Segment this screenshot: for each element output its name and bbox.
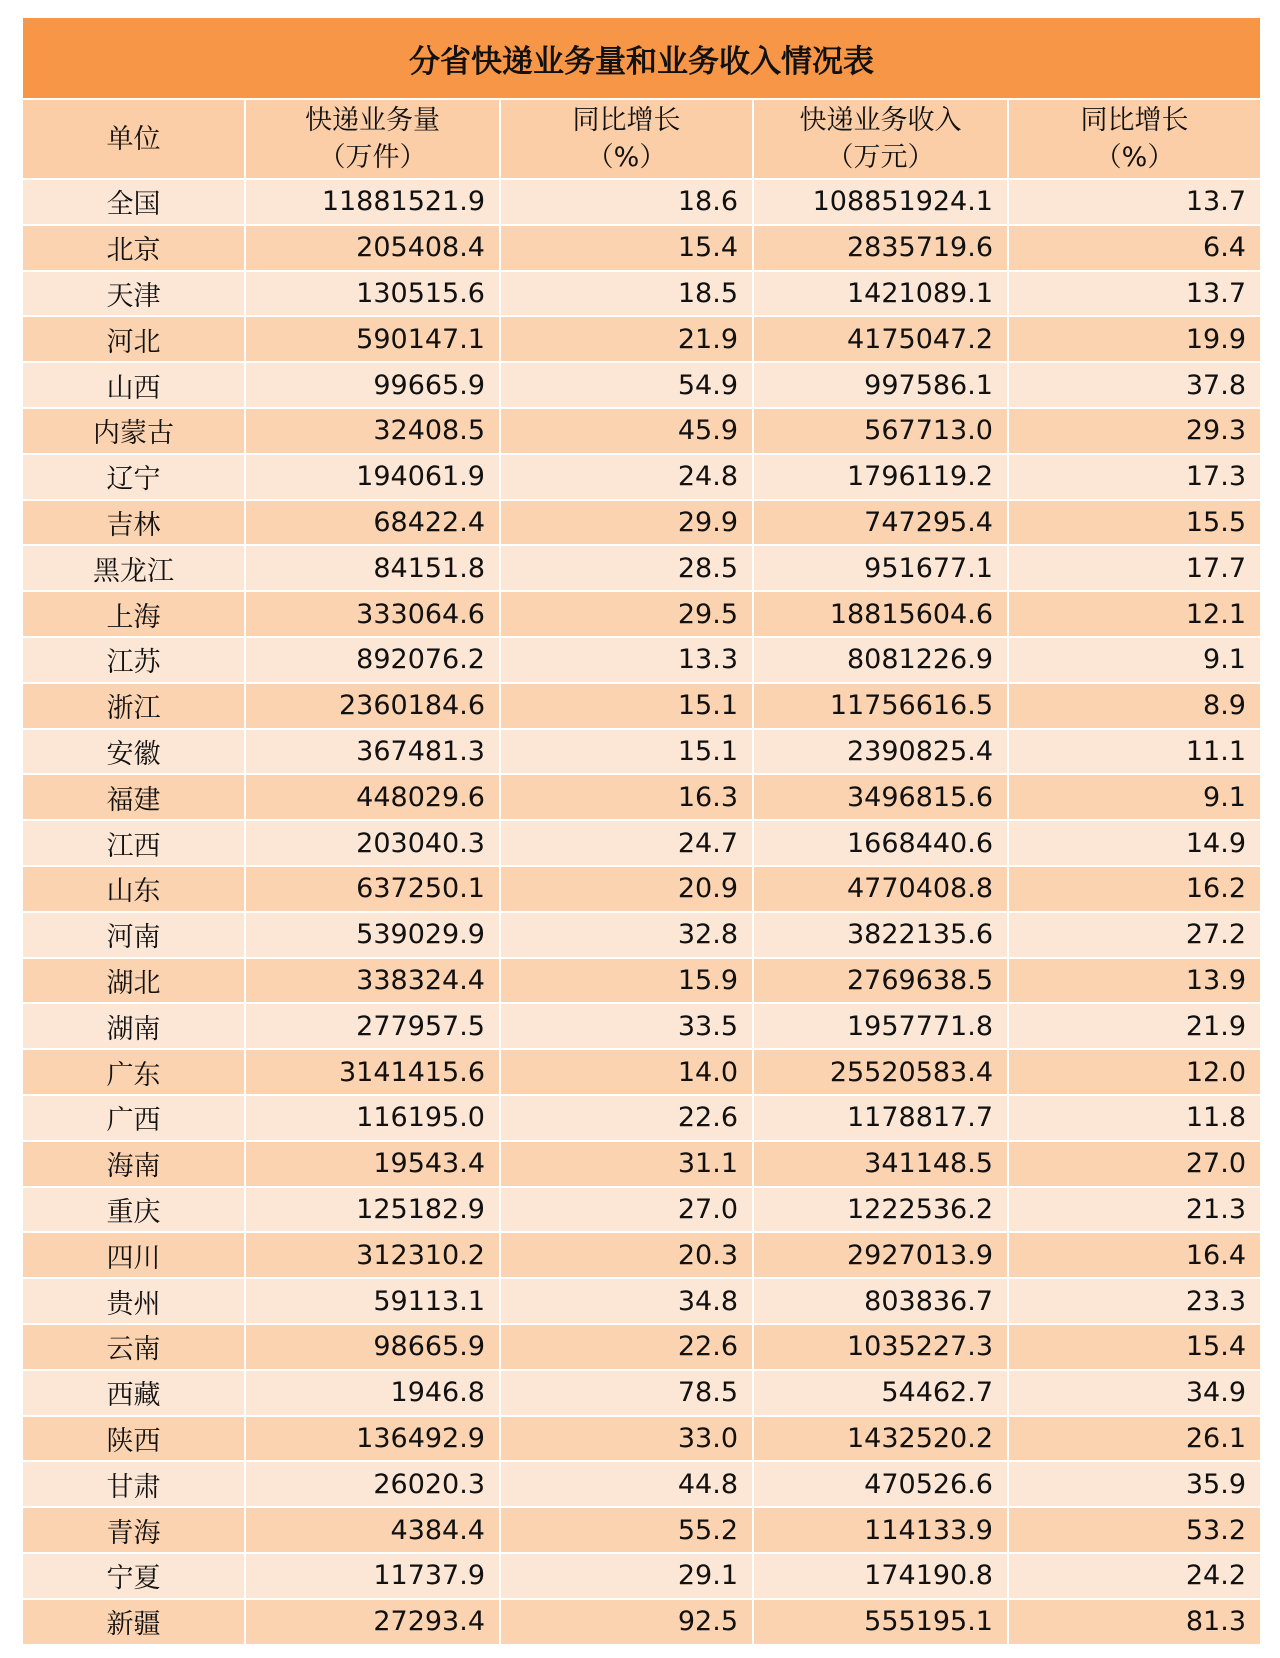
table-cell: 16.3 <box>501 775 754 819</box>
header-row <box>23 100 1260 180</box>
table-cell: 8.9 <box>1203 690 1246 722</box>
region-name: 广西 <box>23 1096 246 1140</box>
column-header-line: 快递业务量 <box>305 105 440 136</box>
column-header-line: 同比增长 <box>572 105 681 136</box>
table-cell: 1957771.8 <box>754 1004 1009 1048</box>
table-cell: 29.1 <box>501 1554 754 1598</box>
table-cell: 14.9 <box>1185 827 1246 859</box>
table-cell: 116195.0 <box>246 1096 501 1140</box>
table-cell: 11.1 <box>1185 735 1246 767</box>
region-name: 上海 <box>23 592 246 636</box>
express-business-table <box>23 18 1260 1646</box>
table-cell: 11881521.9 <box>246 180 501 224</box>
table-row <box>23 1279 1260 1325</box>
table-cell: 1222536.2 <box>754 1188 1009 1232</box>
table-cell: 28.5 <box>501 546 754 590</box>
table-cell: 470526.6 <box>754 1462 1009 1506</box>
table-cell: 20.9 <box>501 867 754 911</box>
table-cell: 108851924.1 <box>754 180 1009 224</box>
table-cell: 33.5 <box>501 1004 754 1048</box>
table-row <box>23 1188 1260 1234</box>
table-cell: 98665.9 <box>246 1325 501 1369</box>
table-cell: 11.8 <box>1185 1102 1246 1134</box>
table-cell: 54.9 <box>501 363 754 407</box>
region-name: 内蒙古 <box>23 409 246 453</box>
table-cell: 21.3 <box>1185 1193 1246 1225</box>
table-cell: 26.1 <box>1185 1422 1246 1454</box>
table-cell: 11737.9 <box>246 1554 501 1598</box>
table-cell: 1946.8 <box>246 1371 501 1415</box>
column-header-line: 快递业务收入 <box>799 105 962 136</box>
region-name: 陕西 <box>23 1417 246 1461</box>
column-header-line: （%） <box>586 142 667 173</box>
table-row <box>23 1462 1260 1508</box>
region-name: 黑龙江 <box>23 546 246 590</box>
table-cell: 84151.8 <box>246 546 501 590</box>
table-cell: 34.8 <box>501 1279 754 1323</box>
table-cell: 12.1 <box>1185 598 1246 630</box>
table-cell: 1432520.2 <box>754 1417 1009 1461</box>
region-name: 江苏 <box>23 638 246 682</box>
region-name: 江西 <box>23 821 246 865</box>
table-cell: 747295.4 <box>754 501 1009 545</box>
region-name: 浙江 <box>23 684 246 728</box>
region-name: 西藏 <box>23 1371 246 1415</box>
column-header <box>754 100 1009 178</box>
table-cell: 27293.4 <box>246 1600 501 1644</box>
table-row <box>23 821 1260 867</box>
table-cell: 15.1 <box>501 684 754 728</box>
table-cell: 803836.7 <box>754 1279 1009 1323</box>
table-cell: 9.1 <box>1203 781 1246 813</box>
table-cell: 1421089.1 <box>754 272 1009 316</box>
table-cell: 205408.4 <box>246 226 501 270</box>
region-name: 全国 <box>23 180 246 224</box>
table-cell: 99665.9 <box>246 363 501 407</box>
table-cell: 2835719.6 <box>754 226 1009 270</box>
table-cell: 18.6 <box>501 180 754 224</box>
table-cell: 203040.3 <box>246 821 501 865</box>
table-row <box>23 180 1260 226</box>
table-cell: 54462.7 <box>754 1371 1009 1415</box>
table-row <box>23 455 1260 501</box>
table-row <box>23 272 1260 318</box>
table-cell: 27.0 <box>501 1188 754 1232</box>
table-cell: 15.1 <box>501 730 754 774</box>
table-cell: 637250.1 <box>246 867 501 911</box>
table-cell: 15.4 <box>501 226 754 270</box>
table-cell: 17.7 <box>1185 552 1246 584</box>
table-row <box>23 1142 1260 1188</box>
table-cell: 92.5 <box>501 1600 754 1644</box>
table-cell: 32408.5 <box>246 409 501 453</box>
table-cell: 2390825.4 <box>754 730 1009 774</box>
column-header <box>246 100 501 178</box>
table-row <box>23 959 1260 1005</box>
column-header-line: 同比增长 <box>1080 105 1189 136</box>
region-name: 福建 <box>23 775 246 819</box>
table-cell: 29.9 <box>501 501 754 545</box>
table-row <box>23 363 1260 409</box>
table-cell: 29.5 <box>501 592 754 636</box>
region-name: 青海 <box>23 1508 246 1552</box>
table-cell: 4175047.2 <box>754 317 1009 361</box>
table-cell: 1178817.7 <box>754 1096 1009 1140</box>
table-row <box>23 867 1260 913</box>
table-row <box>23 1508 1260 1554</box>
region-name: 河南 <box>23 913 246 957</box>
table-cell: 12.0 <box>1185 1056 1246 1088</box>
region-name: 北京 <box>23 226 246 270</box>
region-name: 海南 <box>23 1142 246 1186</box>
table-row <box>23 684 1260 730</box>
region-name: 辽宁 <box>23 455 246 499</box>
table-cell: 8081226.9 <box>754 638 1009 682</box>
region-name: 广东 <box>23 1050 246 1094</box>
table-cell: 44.8 <box>501 1462 754 1506</box>
region-name: 河北 <box>23 317 246 361</box>
table-cell: 555195.1 <box>754 1600 1009 1644</box>
table-cell: 25520583.4 <box>754 1050 1009 1094</box>
table-row <box>23 1600 1260 1646</box>
table-row <box>23 1096 1260 1142</box>
table-cell: 3822135.6 <box>754 913 1009 957</box>
table-cell: 81.3 <box>1185 1606 1246 1638</box>
table-cell: 13.9 <box>1185 964 1246 996</box>
table-row <box>23 409 1260 455</box>
table-body <box>23 180 1260 1646</box>
region-name: 四川 <box>23 1233 246 1277</box>
table-cell: 3496815.6 <box>754 775 1009 819</box>
table-cell: 136492.9 <box>246 1417 501 1461</box>
table-cell: 1796119.2 <box>754 455 1009 499</box>
table-cell: 26020.3 <box>246 1462 501 1506</box>
column-header-line: （万件） <box>318 142 427 173</box>
region-name: 甘肃 <box>23 1462 246 1506</box>
table-row <box>23 730 1260 776</box>
table-cell: 2927013.9 <box>754 1233 1009 1277</box>
table-cell: 34.9 <box>1185 1377 1246 1409</box>
table-cell: 19543.4 <box>246 1142 501 1186</box>
column-header-line: （万元） <box>826 142 935 173</box>
region-name: 贵州 <box>23 1279 246 1323</box>
table-cell: 35.9 <box>1185 1468 1246 1500</box>
table-cell: 539029.9 <box>246 913 501 957</box>
table-row <box>23 913 1260 959</box>
table-cell: 174190.8 <box>754 1554 1009 1598</box>
table-cell: 19.9 <box>1185 323 1246 355</box>
table-row <box>23 317 1260 363</box>
region-name: 湖北 <box>23 959 246 1003</box>
table-cell: 1668440.6 <box>754 821 1009 865</box>
table-cell: 367481.3 <box>246 730 501 774</box>
table-cell: 312310.2 <box>246 1233 501 1277</box>
table-row <box>23 1417 1260 1463</box>
table-cell: 3141415.6 <box>246 1050 501 1094</box>
table-cell: 15.9 <box>501 959 754 1003</box>
region-name: 云南 <box>23 1325 246 1369</box>
table-cell: 14.0 <box>501 1050 754 1094</box>
table-cell: 13.7 <box>1185 277 1246 309</box>
table-cell: 6.4 <box>1203 232 1246 264</box>
table-row <box>23 1325 1260 1371</box>
table-cell: 892076.2 <box>246 638 501 682</box>
table-cell: 18815604.6 <box>754 592 1009 636</box>
region-name: 湖南 <box>23 1004 246 1048</box>
table-cell: 590147.1 <box>246 317 501 361</box>
table-row <box>23 1004 1260 1050</box>
table-cell: 27.0 <box>1185 1148 1246 1180</box>
table-row <box>23 592 1260 638</box>
table-cell: 24.7 <box>501 821 754 865</box>
table-cell: 45.9 <box>501 409 754 453</box>
table-cell: 125182.9 <box>246 1188 501 1232</box>
region-name: 吉林 <box>23 501 246 545</box>
table-row <box>23 638 1260 684</box>
table-cell: 4384.4 <box>246 1508 501 1552</box>
table-cell: 16.2 <box>1185 873 1246 905</box>
table-row <box>23 501 1260 547</box>
table-cell: 13.3 <box>501 638 754 682</box>
table-cell: 59113.1 <box>246 1279 501 1323</box>
table-cell: 114133.9 <box>754 1508 1009 1552</box>
table-cell: 27.2 <box>1185 919 1246 951</box>
column-header <box>1009 100 1260 178</box>
table-row <box>23 775 1260 821</box>
table-cell: 2360184.6 <box>246 684 501 728</box>
table-cell: 11756616.5 <box>754 684 1009 728</box>
table-cell: 31.1 <box>501 1142 754 1186</box>
table-cell: 341148.5 <box>754 1142 1009 1186</box>
table-cell: 17.3 <box>1185 461 1246 493</box>
table-cell: 15.5 <box>1185 506 1246 538</box>
region-name: 天津 <box>23 272 246 316</box>
table-cell: 32.8 <box>501 913 754 957</box>
table-cell: 68422.4 <box>246 501 501 545</box>
region-name: 新疆 <box>23 1600 246 1644</box>
table-cell: 448029.6 <box>246 775 501 819</box>
table-cell: 29.3 <box>1185 415 1246 447</box>
table-cell: 951677.1 <box>754 546 1009 590</box>
table-cell: 20.3 <box>501 1233 754 1277</box>
table-cell: 16.4 <box>1185 1239 1246 1271</box>
table-cell: 23.3 <box>1185 1285 1246 1317</box>
table-cell: 33.0 <box>501 1417 754 1461</box>
table-title: 分省快递业务量和业务收入情况表 <box>23 18 1260 100</box>
table-cell: 13.7 <box>1185 186 1246 218</box>
column-header-line: （%） <box>1094 142 1175 173</box>
table-cell: 21.9 <box>1185 1010 1246 1042</box>
table-row <box>23 1050 1260 1096</box>
table-cell: 9.1 <box>1203 644 1246 676</box>
table-cell: 78.5 <box>501 1371 754 1415</box>
table-cell: 22.6 <box>501 1096 754 1140</box>
table-cell: 333064.6 <box>246 592 501 636</box>
region-name: 山东 <box>23 867 246 911</box>
table-row <box>23 546 1260 592</box>
table-cell: 4770408.8 <box>754 867 1009 911</box>
region-name: 安徽 <box>23 730 246 774</box>
table-cell: 22.6 <box>501 1325 754 1369</box>
table-cell: 24.8 <box>501 455 754 499</box>
column-header <box>501 100 754 178</box>
table-cell: 277957.5 <box>246 1004 501 1048</box>
table-row <box>23 1554 1260 1600</box>
region-name: 重庆 <box>23 1188 246 1232</box>
table-cell: 130515.6 <box>246 272 501 316</box>
table-cell: 15.4 <box>1185 1331 1246 1363</box>
table-cell: 338324.4 <box>246 959 501 1003</box>
table-row <box>23 226 1260 272</box>
table-cell: 21.9 <box>501 317 754 361</box>
table-cell: 194061.9 <box>246 455 501 499</box>
table-cell: 24.2 <box>1185 1560 1246 1592</box>
column-header-line: 单位 <box>106 123 161 155</box>
table-cell: 1035227.3 <box>754 1325 1009 1369</box>
column-header <box>23 100 246 178</box>
table-cell: 37.8 <box>1185 369 1246 401</box>
table-cell: 997586.1 <box>754 363 1009 407</box>
table-cell: 53.2 <box>1185 1514 1246 1546</box>
table-cell: 18.5 <box>501 272 754 316</box>
region-name: 宁夏 <box>23 1554 246 1598</box>
table-cell: 567713.0 <box>754 409 1009 453</box>
table-row <box>23 1371 1260 1417</box>
table-cell: 2769638.5 <box>754 959 1009 1003</box>
table-row <box>23 1233 1260 1279</box>
table-cell: 55.2 <box>501 1508 754 1552</box>
region-name: 山西 <box>23 363 246 407</box>
